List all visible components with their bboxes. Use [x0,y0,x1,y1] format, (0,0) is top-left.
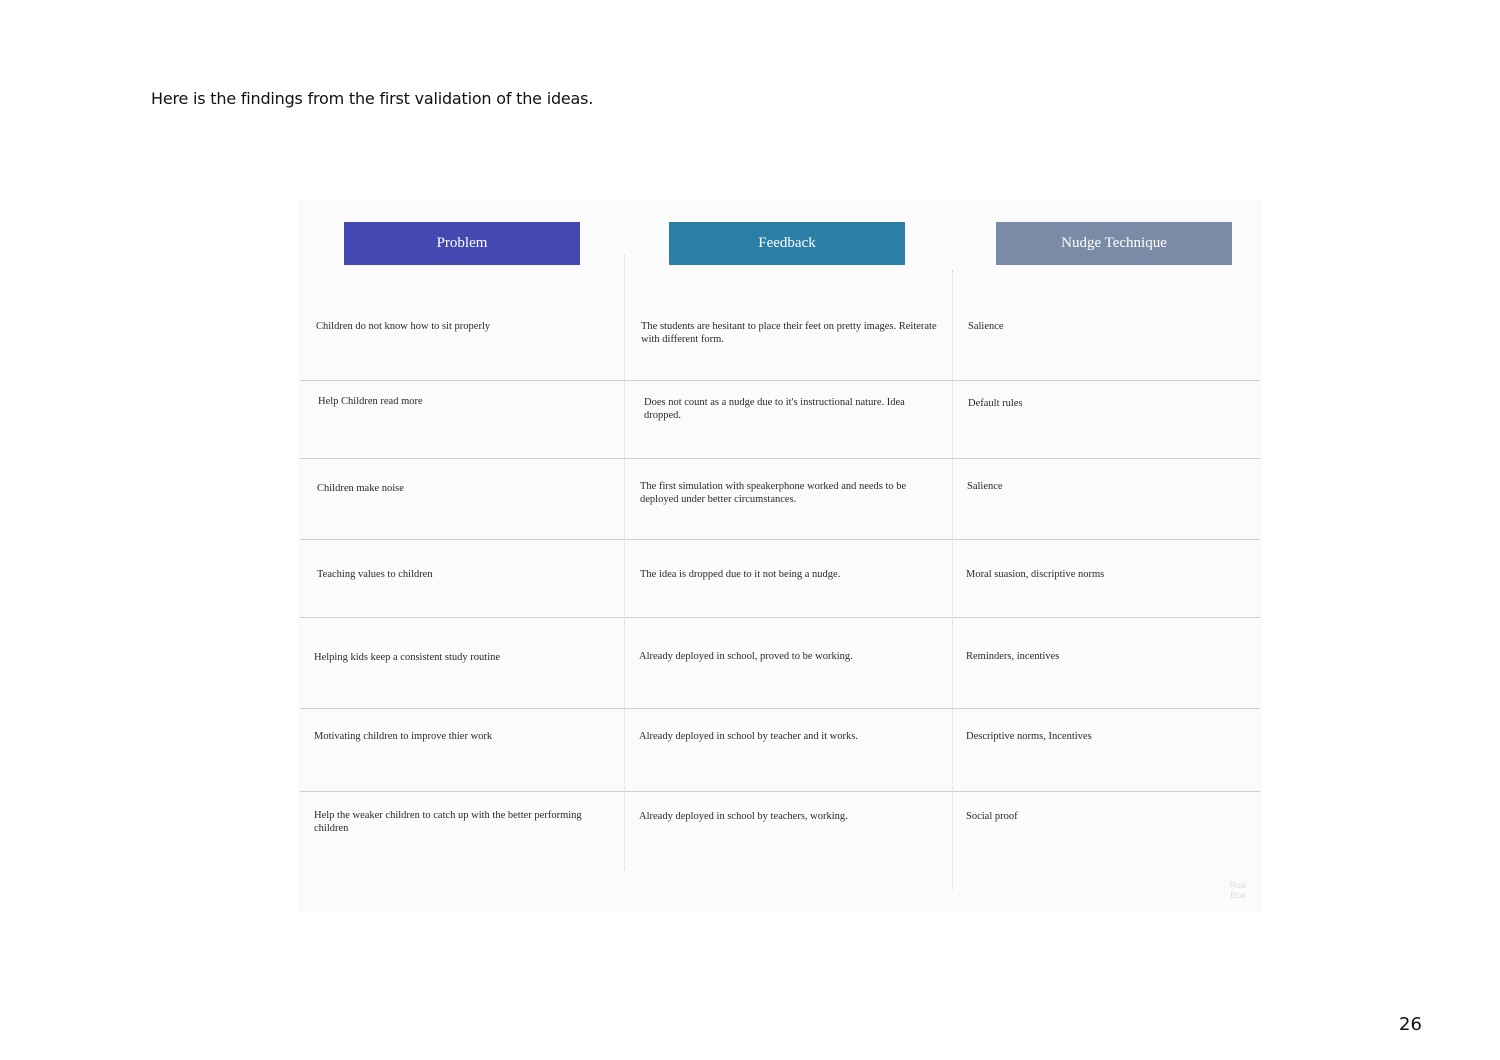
feedback-cell: Already deployed in school by teacher and it works. [639,731,858,742]
watermark-line: Box [1230,890,1246,900]
row-divider [300,617,1260,618]
findings-board [298,200,1262,912]
problem-cell: Children do not know how to sit properly [316,321,491,332]
feedback-cell: The students are hesitant to place their feet on pretty images. Reiterate with different form. [641,321,937,345]
nudge-cell: Default rules [968,398,1023,409]
watermark-line: Rua [1229,880,1246,890]
problem-cell: Helping kids keep a consistent study routine [314,652,501,663]
column-divider [624,255,625,870]
watermark [1229,880,1246,900]
intro-text: Here is the findings from the first validation of the ideas. [151,89,594,108]
row-divider [300,708,1260,709]
problem-cell: Motivating children to improve thier work [314,731,493,742]
feedback-cell: Already deployed in school by teachers, working. [639,811,848,822]
nudge-technique-header: Nudge Technique [996,222,1232,265]
feedback-cell: The idea is dropped due to it not being a nudge. [640,569,841,580]
problem-cell: Children make noise [317,483,404,494]
row-divider [300,380,1260,381]
problem-cell: Teaching values to children [317,569,433,580]
row-divider [300,458,1260,459]
column-divider [952,270,953,890]
feedback-cell: The first simulation with speakerphone worked and needs to be deployed under better circumstances. [640,481,907,505]
nudge-cell: Moral suasion, discriptive norms [966,569,1105,580]
nudge-cell: Salience [967,481,1003,492]
problem-cell: Help the weaker children to catch up with the better performing children [314,810,582,834]
page-number: 26 [1399,1014,1422,1035]
nudge-cell: Salience [968,321,1004,332]
problem-header: Problem [344,222,580,265]
problem-cell: Help Children read more [318,396,423,407]
nudge-cell: Reminders, incentives [966,651,1060,662]
nudge-cell: Descriptive norms, Incentives [966,731,1092,742]
feedback-cell: Already deployed in school, proved to be working. [639,651,853,662]
feedback-header: Feedback [669,222,905,265]
nudge-cell: Social proof [966,811,1018,822]
row-divider [300,539,1260,540]
feedback-cell: Does not count as a nudge due to it's instructional nature. Idea dropped. [644,397,905,421]
row-divider [300,791,1260,792]
